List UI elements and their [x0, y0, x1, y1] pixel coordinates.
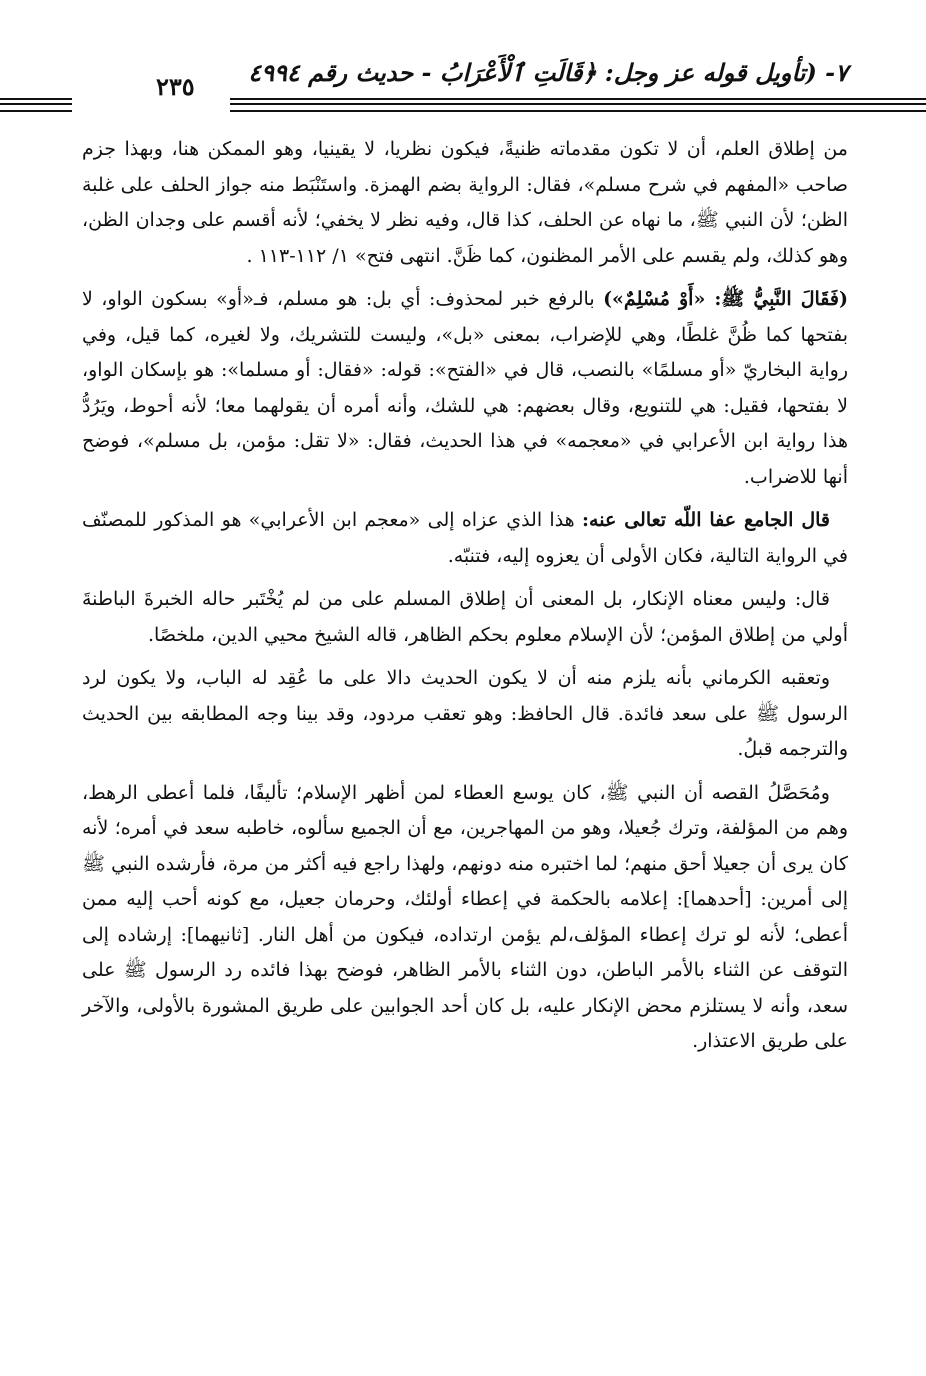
paragraph-4: [82, 582, 848, 653]
paragraph-1: [82, 132, 848, 274]
paragraph-lead: (فَقَالَ النَّبِيُّ ﷺ: «أَوْ مُسْلِمٌ»): [603, 288, 848, 310]
page-number: ٢٣٥: [156, 72, 195, 101]
paragraph-5: [82, 661, 848, 768]
page-header: [78, 58, 848, 102]
paragraph-lead: قال الجامع عفا اللّه تعالى عنه:: [582, 509, 830, 531]
running-title: ٧- (تأويل قوله عز وجل: ﴿قَالَتِ ٱلْأَعْرَابُ - حديث رقم ٤٩٩٤: [248, 58, 848, 87]
paragraph-text: هذا الذي عزاه إلى «معجم ابن الأعرابي» هو المذكور للمصنّف في الرواية التالية، فكان الأولى أن يعزوه إليه، فتنبّه.: [82, 509, 848, 567]
page-body: [82, 132, 848, 1060]
paragraph-text: من إطلاق العلم، أن لا تكون مقدماته ظنيةً، فيكون نظريا، لا يقينيا، وهو الممكن هنا، وبهذا جزم صاحب «المفهم في شرح مسلم»، فقال: الرواية بضم الهمزة. واستَنْبَط منه جواز الحلف على غلبة الظن؛ لأن النبي ﷺ، ما نهاه عن الحلف، كذا قال، وفيه نظر لا يخفي؛ لأنه أقسم على وجدان الظن، وهو كذلك، ولم يقسم على الأمر المظنون، كما ظَنَّ. انتهى فتح» ١/ ١١٢-١١٣ .: [82, 138, 848, 267]
header-rule-short: [0, 98, 72, 112]
header-rule: [230, 98, 926, 112]
paragraph-text: بالرفع خبر لمحذوف: أي بل: هو مسلم، فـ«أو» بسكون الواو، لا بفتحها كما ظُنَّ غلطًا، وهي للإضراب، بمعنى «بل»، وليست للتشريك، ولا لغيره، كما قيل، وفي رواية البخاريّ «أو مسلمًا» بالنصب، قال في «الفتح»: قوله: «فقال: أو مسلما»: هو بإسكان الواو، لا بفتحها، فقيل: هي للتنويع، وقال بعضهم: هي للشك، وأنه أمره أن يقولهما معا؛ لأنه أحوط، ويَرُدُّ هذا رواية ابن الأعرابي في «معجمه» في هذا الحديث، فقال: «لا تقل: مؤمن، بل مسلم»، فوضح أنها للاضراب.: [82, 288, 848, 488]
paragraph-3: [82, 503, 848, 574]
paragraph-text: وتعقبه الكرماني بأنه يلزم منه أن لا يكون الحديث دالا على ما عُقِد له الباب، ولا يكون لرد الرسول ﷺ على سعد فائدة. قال الحافظ: وهو تعقب مردود، وقد بينا وجه المطابقه بين الحديث والترجمه قبلُ.: [82, 667, 848, 760]
paragraph-text: قال: وليس معناه الإنكار، بل المعنى أن إطلاق المسلم على من لم يُخْتَبر حاله الخبرةَ الباطنةَ أولي من إطلاق المؤمن؛ لأن الإسلام معلوم بحكم الظاهر، قاله الشيخ محيي الدين، ملخصًا.: [82, 588, 848, 646]
paragraph-text: ومُحَصَّلُ القصه أن النبي ﷺ، كان يوسع العطاء لمن أظهر الإسلام؛ تأليفًا، فلما أعطى الرهط، وهم من المؤلفة، وترك جُعيلا، وهو من المهاجرين، مع أن الجميع سألوه، خاطبه سعد في أمره؛ لأنه كان يرى أن جعيلا أحق منهم؛ لما اختبره منه دونهم، ولهذا راجع فيه أكثر من مرة، فأرشده النبي ﷺ إلى أمرين: [أحدهما]: إعلامه بالحكمة في إعطاء أولئك، وحرمان جعيل، مع كونه أحب إليه ممن أعطى؛ لأنه لو ترك إعطاء المؤلف،لم يؤمن ارتداده، فيكون من أهل النار. [ثانيهما]: إرشاده إلى التوقف عن الثناء بالأمر الباطن، دون الثناء بالأمر الظاهر، فوضح بهذا فائده رد الرسول ﷺ على سعد، وأنه لا يستلزم محض الإنكار عليه، بل كان أحد الجوابين على طريق المشورة بالأولى، والآخر على طريق الاعتذار.: [82, 781, 848, 1052]
paragraph-6: [82, 776, 848, 1060]
paragraph-2: [82, 282, 848, 495]
